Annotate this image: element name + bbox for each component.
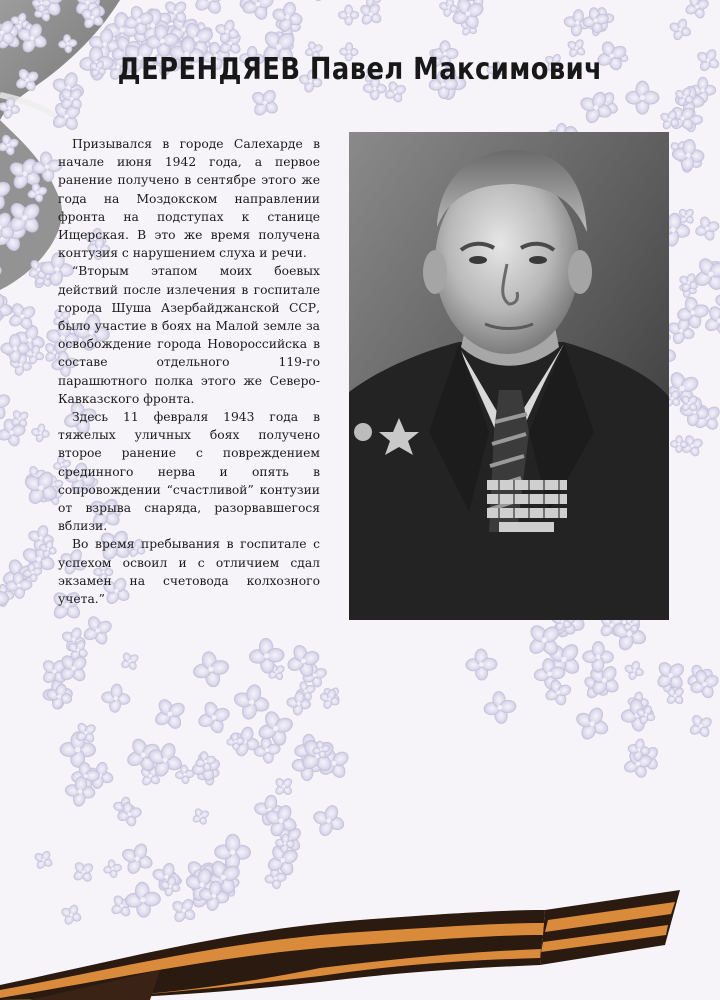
biography-paragraph: Во время пребывания в госпитале с успехом освоил и с отличием сдал экзамен на счетовода колхозного учета.” bbox=[58, 537, 320, 607]
portrait-photo bbox=[349, 132, 669, 620]
biography-paragraph: Здесь 11 февраля 1943 года в тяжелых уличных боях получено второе ранение с повреждением срединного нерва и опять в сопровождении “счастливой” контузии от взрыва снаряда, разорвавшегося вблизи. bbox=[58, 410, 320, 534]
biography-paragraph: Призывался в городе Салехарде в начале июня 1942 года, а первое ранение получено в сентябре этого же года на Моздокском направлении фронта на подступах к станице Ищерская. В это же время получена контузия с нарушением слуха и речи. bbox=[58, 137, 320, 261]
biography-text bbox=[58, 135, 320, 608]
st-george-ribbon-decoration bbox=[0, 890, 720, 1000]
page-title: ДЕРЕНДЯЕВ Павел Максимович bbox=[117, 52, 603, 87]
biography-paragraph: “Вторым этапом моих боевых действий после излечения в госпитале города Шуша Азербайджанской ССР, было участие в боях на Малой земле за освобождение города Новороссийска в составе отдельного 119-го парашютного полка этого же Северо-Кавказского фронта. bbox=[58, 264, 320, 406]
